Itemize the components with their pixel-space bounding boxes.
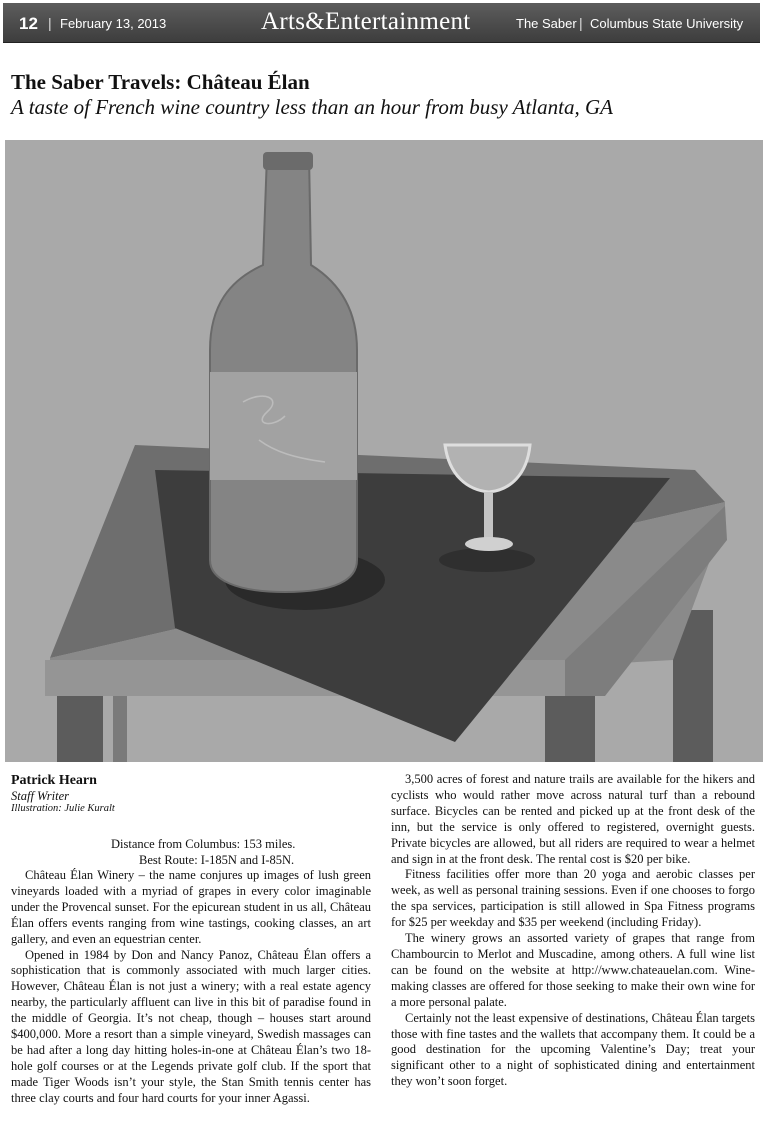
header-separator: | — [48, 15, 52, 31]
table-leg — [113, 695, 127, 762]
author-name: Patrick Hearn — [11, 773, 97, 788]
article-title: The Saber Travels: Château Élan — [11, 70, 310, 94]
glass-base — [465, 537, 513, 551]
page-header — [3, 3, 760, 43]
article-column-right — [391, 772, 755, 1090]
distance-line: Distance from Columbus: 153 miles. — [111, 837, 296, 851]
paragraph: Château Élan Winery – the name conjures up images of lush green vineyards loaded with a myriad of grapes in every color imaginable under the Provencal sunset. For the epicurean student in us all, Château Élan offers events ranging from wine tastings, cooking classes, an art gallery, and even an equestrian center. — [11, 868, 371, 946]
paragraph: Fitness facilities offer more than 20 yoga and aerobic classes per week, as well as personal training sessions. Even if one chooses to forgo the spa services, participation is still allowed in Spa Fitness programs for $25 per weekday and $35 per weekend (including Friday). — [391, 867, 755, 930]
publication-name: The Saber — [516, 16, 577, 31]
author-role: Staff Writer — [11, 789, 69, 803]
section-title: Arts&Entertainment — [261, 8, 471, 35]
glass-stem — [484, 492, 493, 542]
glass-shadow — [439, 548, 535, 572]
university-name: Columbus State University — [590, 16, 744, 31]
paragraph: 3,500 acres of forest and nature trails are available for the hikers and cyclists who would rather move across natural turf than a rebound surface. Bicycles can be rented and picked up at the front desk of the inn, but the service is only offered to registered, overnight guests. Private bicycles are allowed, but all riders are required to wear a helmet and sign in at the front desk. The rental cost is $20 per bike. — [391, 772, 755, 866]
bottle-neck-top — [263, 152, 313, 170]
byline — [11, 772, 371, 815]
article-subtitle: A taste of French wine country less than an hour from busy Atlanta, GA — [11, 95, 613, 119]
travel-info — [111, 836, 295, 868]
header-separator: | — [579, 15, 583, 31]
page-number: 12 — [19, 14, 38, 33]
illustration-credit: Illustration: Julie Kuralt — [11, 803, 115, 814]
bottle-label — [210, 372, 357, 480]
wine-illustration — [5, 140, 763, 762]
table-leg — [57, 695, 103, 762]
paragraph: Opened in 1984 by Don and Nancy Panoz, Château Élan offers a sophistication that is commonly associated with much larger cities. However, Château Élan is not just a winery; with a real estate agency nearby, the particularly affluent can live in this bit of paradise found in the middle of Georgia. It’s not cheap, though – houses start around $400,000. More a resort than a simple vineyard, Swedish massages can be had after a long day hitting holes-in-one at Château Élan’s two 18-hole golf courses or at the Legends private golf club. If the sport that made Tiger Woods isn’t your style, the Stan Smith tennis center has three clay courts and four hard courts for your inner Agassi. — [11, 947, 371, 1105]
paragraph: Certainly not the least expensive of destinations, Château Élan targets those with fine tastes and the wallets that accompany them. It could be a good destination for the upcoming Valentine’s Day; treat your significant other to a night of sophisticated dining and entertainment they won’t soon forget. — [391, 1010, 755, 1089]
paragraph: The winery grows an assorted variety of grapes that range from Chambourcin to Merlot and Muscadine, among others. A full wine list can be found on the website at http://www.chateauelan.com. Wine-making classes are offered for those seeking to make their own wine for a more personal palate. — [391, 931, 755, 1009]
issue-date: February 13, 2013 — [60, 16, 167, 31]
article-column-left — [11, 868, 371, 1107]
table-leg — [545, 695, 595, 762]
route-line: Best Route: I-185N and I-85N. — [139, 853, 295, 867]
